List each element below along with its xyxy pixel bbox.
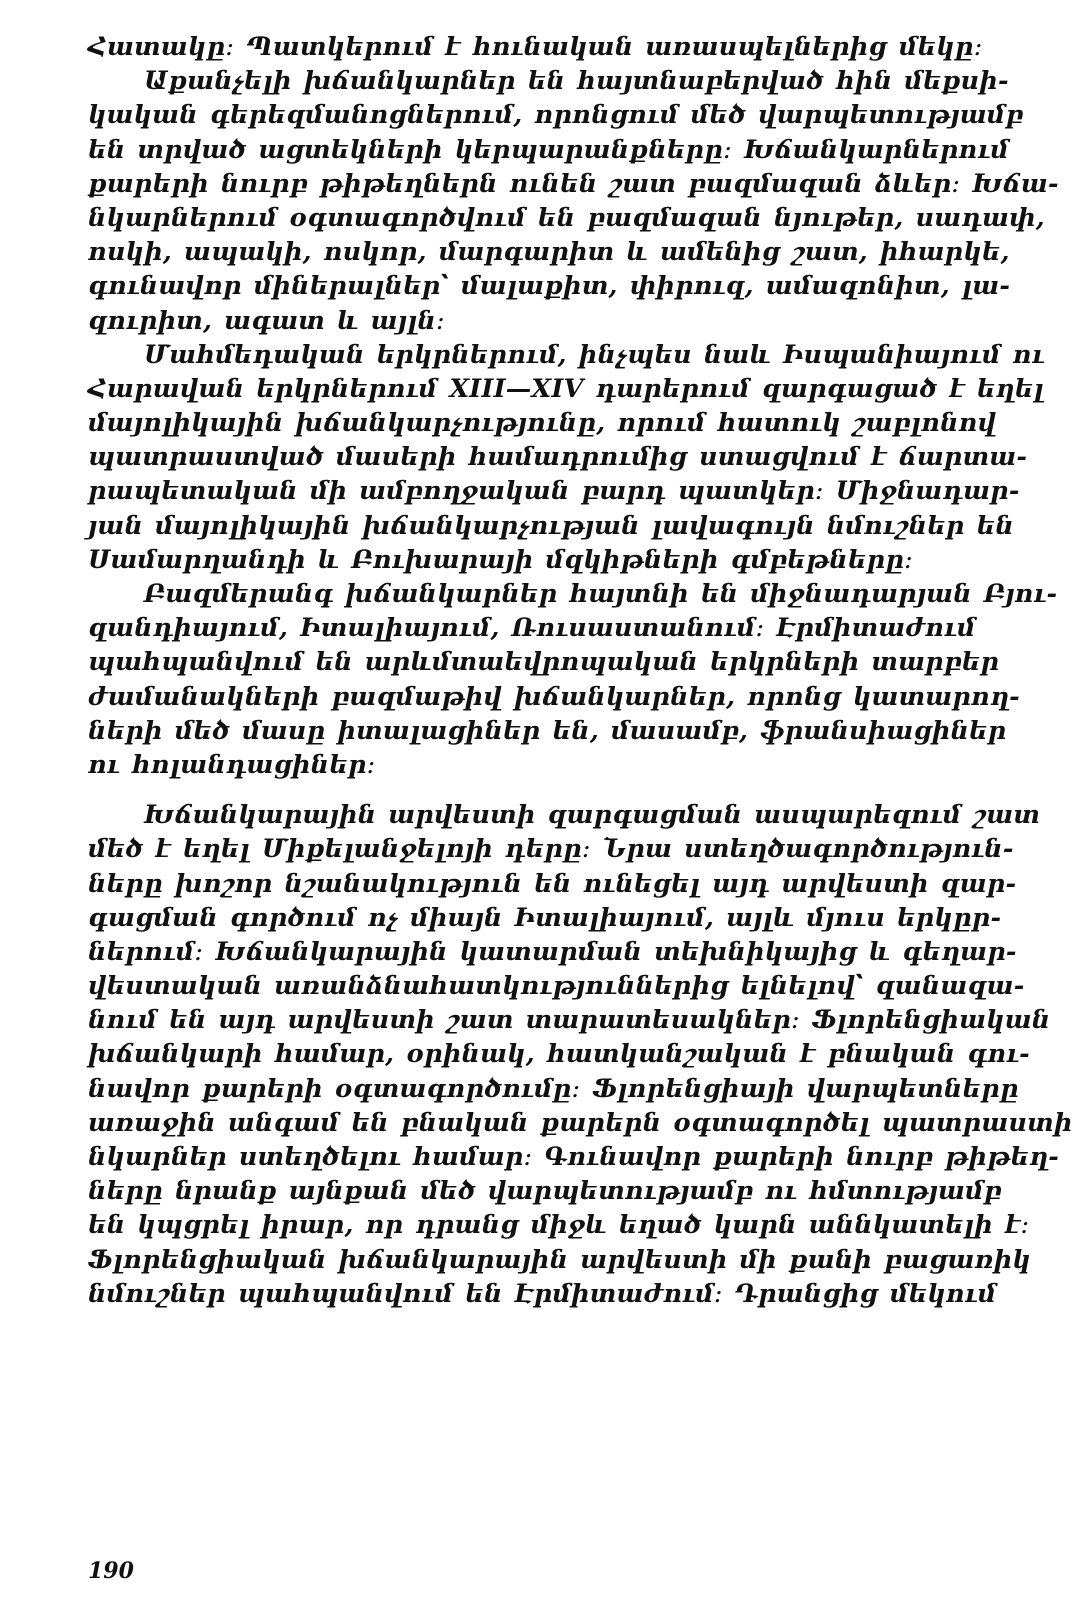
text-line: զանդիայում, Իտալիայում, Ռուսաստանում։ Էրմիտաժում: [88, 613, 976, 644]
text-line: մեծ է եղել Միքելանջելոյի դերը։ Նրա ստեղծագործություն-: [88, 834, 1014, 865]
document-body: [88, 30, 1073, 1311]
page-number: 190: [88, 1558, 134, 1584]
text-line: նկարներ ստեղծելու համար։ Գունավոր քարերի նուրբ թիթեղ-: [88, 1142, 1060, 1172]
text-line: նմուշներ պահպանվում են Էրմիտաժում։ Դրանցից մեկում: [88, 1278, 997, 1309]
text-line: Սամարղանդի և Բուխարայի մզկիթների գմբեթները։: [88, 544, 914, 575]
text-line: ու հոլանդացիներ։: [88, 749, 376, 780]
text-line: վեստական առանձնահատկություններից ելնելով՝ զանազա-: [88, 971, 1025, 1002]
text-line: Մահմեդական երկրներում, ինչպես նաև Իսպանիայում ու: [144, 339, 1045, 370]
text-line: խճանկարի համար, օրինակ, հատկանշական է բնական գու-: [88, 1039, 1030, 1070]
text-line: Հատակը։ Պատկերում է հունական առասպելներից մեկը։: [88, 32, 983, 62]
text-line: յան մայոլիկային խճանկարչության լավագույն նմուշներ են: [88, 510, 1014, 541]
text-line: նավոր քարերի օգտագործումը։ Ֆլորենցիայի վարպետները: [88, 1073, 1019, 1104]
paragraph-gap: [88, 782, 948, 798]
text-line: գացման գործում ոչ միայն Իտալիայում, այլև մյուս երկըր-: [88, 902, 1002, 933]
text-line: նում են այդ արվեստի շատ տարատեսակներ։ Ֆլորենցիական: [88, 1005, 1051, 1036]
text-line: գունավոր միներալներ՝ մալաքիտ, փիրուզ, ամազոնիտ, լա-: [88, 271, 1011, 302]
text-line: կական գերեզմանոցներում, որոնցում մեծ վարպետությամբ: [88, 100, 1024, 131]
text-line: պահպանվում են արևմտաեվրոպական երկրների տարբեր: [88, 647, 1000, 678]
text-line: Խճանկարային արվեստի զարգացման ասպարեզում շատ: [144, 800, 1041, 831]
text-line: Ֆլորենցիական խճանկարային արվեստի մի քանի բացառիկ: [88, 1244, 1031, 1275]
text-line: ժամանակների բազմաթիվ խճանկարներ, որոնց կատարող-: [88, 681, 1020, 712]
text-line: ներում։ Խճանկարային կատարման տեխնիկայից և գեղար-: [88, 936, 1017, 967]
text-line: մայոլիկային խճանկարչությունը, որում հատուկ շաբլոնով: [88, 408, 997, 439]
text-line: ները նրանք այնքան մեծ վարպետությամբ ու հմտությամբ: [88, 1176, 1002, 1207]
text-line: զուրիտ, ագատ և այլն։: [88, 305, 445, 336]
text-line: են տրված ացտեկների կերպարանքները։ Խճանկարներում: [88, 134, 1009, 165]
text-line: Հարավան երկրներում XIII—XIV դարերում զարգացած է եղել: [88, 373, 1044, 404]
text-line: ոսկի, ապակի, ոսկոր, մարգարիտ և ամենից շատ, իհարկե,: [88, 237, 1010, 268]
text-line: քարերի նուրբ թիթեղներն ունեն շատ բազմազան ձևեր։ Խճա-: [88, 168, 1059, 199]
text-line: ների մեծ մասը իտալացիներ են, մասամբ, ֆրանսիացիներ: [88, 715, 1007, 746]
text-line: նկարներում օգտագործվում են բազմազան նյութեր, սադափ,: [88, 202, 1045, 233]
text-line: են կպցրել իրար, որ դրանց միջև եղած կարն աննկատելի է։: [88, 1210, 1030, 1241]
text-line: առաջին անգամ են բնական քարերն օգտագործել պատրաստի: [88, 1107, 1073, 1138]
text-line: ները խոշոր նշանակություն են ունեցել այդ արվեստի զար-: [88, 868, 1017, 899]
text-line: պատրաստված մասերի համադրումից ստացվում է ճարտա-: [88, 442, 1028, 473]
text-line: Աքանչելի խճանկարներ են հայտնաբերված հին մեքսի-: [144, 66, 1009, 97]
text-line: Բազմերանգ խճանկարներ հայտնի են միջնադարյան Բյու-: [144, 579, 1058, 609]
text-line: րապետական մի ամբողջական բարդ պատկեր։ Միջնադար-: [88, 476, 1020, 507]
